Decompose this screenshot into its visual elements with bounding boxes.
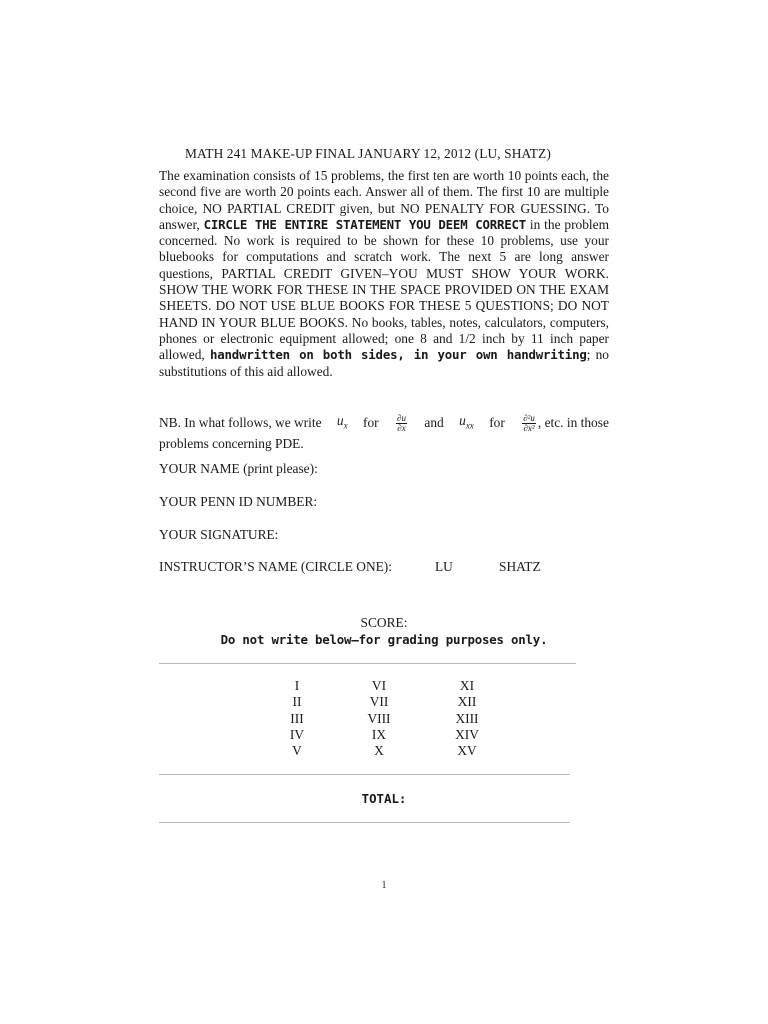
nb-intro: NB. In what follows, we write [159,415,322,431]
score-cell: XI [459,678,475,693]
grading-note: Do not write below–for grading purposes only. [220,632,548,647]
instructor-choice-shatz[interactable]: SHATZ [499,559,541,574]
score-cell: I [294,678,300,693]
nb-etc: , etc. in those [537,414,609,430]
nb-line-2: problems concerning PDE. [159,435,304,451]
instructions-text-1: The examination consists of 15 problems, the first ten are worth 10 points each, the second five are worth 20 points each. Answer all of them. The first 10 are multiple choice, NO PARTIAL CREDIT given, but NO PENALTY FOR GUESSING. To answer, [159,168,609,232]
nb-ux: $u_x$ [336,413,348,431]
score-cell: IX [371,726,387,742]
divider-top [159,663,576,664]
divider-middle [159,774,570,775]
nb-for-1: for [363,415,379,431]
instructions-text-3: ; no substitutions of this aid allowed. [159,347,609,379]
score-cell: XIII [455,710,479,726]
nb-for-2: for [489,415,505,431]
score-cell: VIII [367,710,391,726]
instructions-text-2: in the problem concerned. No work is required to be shown for these 10 problems, use your bluebooks for computations and scratch work. The next 5 are long answer questions, PARTIAL CREDIT GIVEN–YOU MUST SHOW YOUR WORK. SHOW THE WORK FOR THESE IN THE SPACE PROVIDED ON THE EXAM SHEETS. DO NOT USE BLUE BOOKS FOR THESE 5 QUESTIONS; DO NOT HAND IN YOUR BLUE BOOKS. No books, tables, notes, calculators, computers, phones or electronic equipment allowed; one 8 and 1/2 inch by 11 inch paper allowed, [159,216,609,363]
score-column-1 [279,678,315,759]
score-cell: VI [371,678,387,693]
name-field-label: YOUR NAME (print please): [159,461,318,476]
score-cell: XIV [455,726,479,742]
penn-id-field-label: YOUR PENN ID NUMBER: [159,494,318,509]
score-cell: IV [289,726,305,742]
instructor-field-label: INSTRUCTOR’S NAME (CIRCLE ONE): [159,559,392,574]
score-cell: V [292,743,302,759]
score-cell: III [290,710,304,726]
nb-and: and [424,415,444,431]
score-label: SCORE: [360,615,408,630]
partial-u-x-fraction: $\frac{\partial u}{\partial x}$ [397,412,406,433]
instructions-bold-1: CIRCLE THE ENTIRE STATEMENT YOU DEEM CORRECT [203,216,527,232]
score-column-2 [359,678,399,759]
notation-note [159,412,609,453]
exam-title: MATH 241 MAKE-UP FINAL JANUARY 12, 2012 (LU, SHATZ) [185,146,551,161]
instructor-choice-lu[interactable]: LU [435,559,453,574]
score-cell: VII [369,694,389,710]
score-cell: II [292,694,302,710]
page-number: 1 [381,880,387,891]
signature-field-label: YOUR SIGNATURE: [159,527,279,542]
score-cell: XII [457,694,477,710]
score-column-3 [447,678,487,759]
instructions-paragraph [159,168,609,380]
score-cell: XV [457,743,477,759]
partial2-u-x2-fraction: $\frac{\text{∂²u}}{\text{∂x²}}$ [523,413,535,434]
nb-uxx: $u_{xx}$ [459,413,474,431]
instructions-bold-2: handwritten on both sides, in your own handwriting [210,347,587,363]
total-label: TOTAL: [361,791,407,806]
divider-bottom [159,822,570,823]
score-cell: X [374,743,384,759]
nb-frac2-group [520,414,609,433]
